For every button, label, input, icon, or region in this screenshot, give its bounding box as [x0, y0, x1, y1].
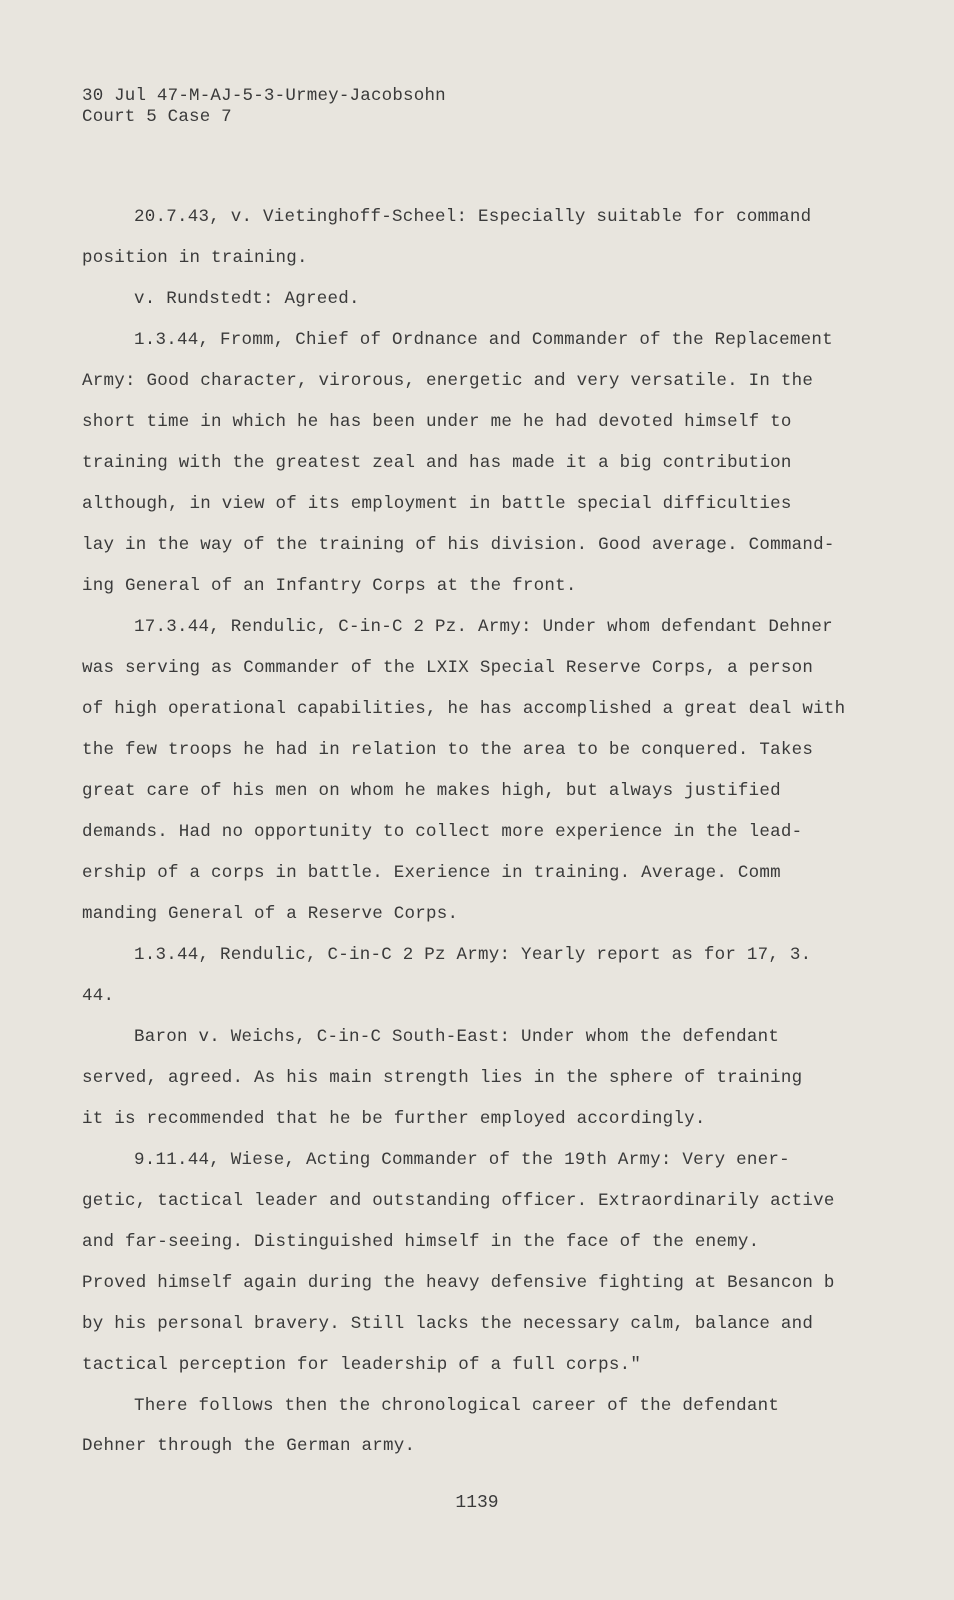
document-header — [82, 86, 446, 128]
text-line: v. Rundstedt: Agreed. — [134, 289, 360, 309]
text-line: great care of his men on whom he makes high, but always justified — [82, 781, 781, 801]
text-line: 9.11.44, Wiese, Acting Commander of the 19th Army: Very ener- — [134, 1150, 790, 1170]
text-line: 20.7.43, v. Vietinghoff-Scheel: Especially suitable for command — [134, 207, 812, 227]
text-line: Army: Good character, virorous, energetic and very versatile. In the — [82, 371, 814, 391]
text-line: it is recommended that he be further employed accordingly. — [82, 1109, 706, 1129]
text-line: ership of a corps in battle. Exerience in training. Average. Comm — [82, 863, 781, 883]
text-line: demands. Had no opportunity to collect more experience in the lead- — [82, 822, 803, 842]
page-number: 1139 — [455, 1493, 499, 1513]
text-line: lay in the way of the training of his division. Good average. Command- — [82, 535, 835, 555]
text-line: although, in view of its employment in battle special difficulties — [82, 494, 792, 514]
text-line: manding General of a Reserve Corps. — [82, 904, 459, 924]
text-line: Proved himself again during the heavy defensive fighting at Besancon b — [82, 1273, 835, 1293]
text-line: short time in which he has been under me he had devoted himself to — [82, 412, 792, 432]
text-line: Dehner through the German army. — [82, 1436, 416, 1456]
text-line: training with the greatest zeal and has made it a big contribution — [82, 453, 792, 473]
text-line: There follows then the chronological career of the defendant — [134, 1396, 780, 1416]
text-line: 1.3.44, Fromm, Chief of Ordnance and Commander of the Replacement — [134, 330, 833, 350]
text-line: getic, tactical leader and outstanding officer. Extraordinarily active — [82, 1191, 835, 1211]
text-line: ing General of an Infantry Corps at the front. — [82, 576, 577, 596]
text-line: 1.3.44, Rendulic, C-in-C 2 Pz Army: Yearly report as for 17, 3. — [134, 945, 812, 965]
header-reference: 30 Jul 47-M-AJ-5-3-Urmey-Jacobsohn — [82, 86, 446, 106]
text-line: Baron v. Weichs, C-in-C South-East: Under whom the defendant — [134, 1027, 780, 1047]
header-court-case: Court 5 Case 7 — [82, 107, 232, 127]
text-line: by his personal bravery. Still lacks the necessary calm, balance and — [82, 1314, 814, 1334]
text-line: tactical perception for leadership of a full corps." — [82, 1355, 642, 1375]
text-line: served, agreed. As his main strength lies in the sphere of training — [82, 1068, 803, 1088]
text-line: was serving as Commander of the LXIX Special Reserve Corps, a person — [82, 658, 814, 678]
text-line: and far-seeing. Distinguished himself in the face of the enemy. — [82, 1232, 760, 1252]
text-line: of high operational capabilities, he has accomplished a great deal with — [82, 699, 846, 719]
text-line: the few troops he had in relation to the area to be conquered. Takes — [82, 740, 814, 760]
text-line: position in training. — [82, 248, 308, 268]
text-line: 17.3.44, Rendulic, C-in-C 2 Pz. Army: Under whom defendant Dehner — [134, 617, 833, 637]
text-line: 44. — [82, 986, 115, 1006]
